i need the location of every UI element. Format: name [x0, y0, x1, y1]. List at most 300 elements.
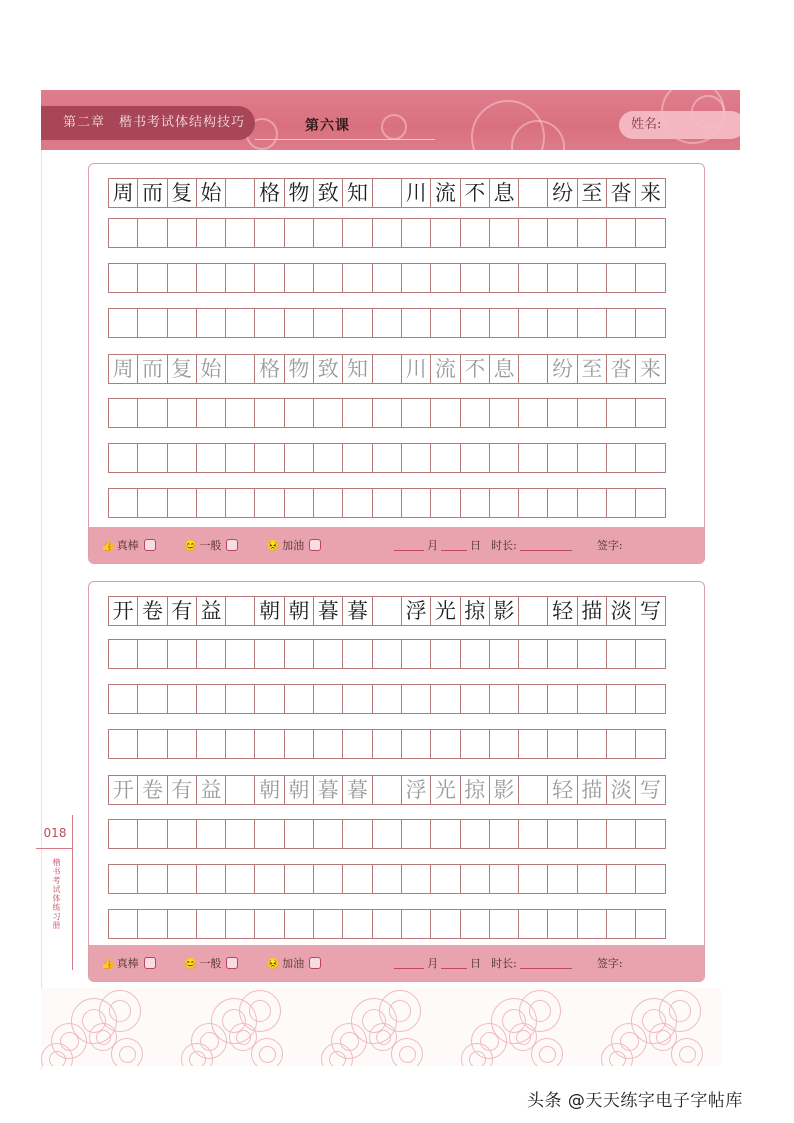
writing-cell[interactable]	[313, 218, 343, 248]
writing-cell[interactable]	[489, 398, 519, 428]
writing-cell[interactable]	[460, 909, 490, 939]
writing-cell[interactable]	[342, 684, 372, 714]
writing-cell[interactable]	[225, 218, 255, 248]
practice-row	[108, 443, 666, 473]
writing-cell[interactable]	[489, 218, 519, 248]
writing-cell[interactable]	[313, 443, 343, 473]
writing-cell[interactable]	[606, 819, 636, 849]
character-cell: 不	[460, 178, 490, 208]
writing-cell[interactable]	[225, 398, 255, 428]
swirl-decoration	[49, 1051, 66, 1067]
chapter-label: 第二章	[63, 115, 106, 130]
writing-cell[interactable]	[460, 819, 490, 849]
writing-cell[interactable]	[635, 729, 665, 759]
writing-cell[interactable]	[372, 218, 402, 248]
swirl-decoration	[539, 1046, 556, 1063]
writing-cell[interactable]	[225, 443, 255, 473]
writing-cell[interactable]	[225, 864, 255, 894]
writing-cell[interactable]	[547, 308, 577, 338]
writing-cell[interactable]	[430, 398, 460, 428]
trace-row	[108, 354, 666, 384]
writing-cell[interactable]	[460, 308, 490, 338]
writing-cell[interactable]	[108, 263, 138, 293]
writing-cell[interactable]	[401, 639, 431, 669]
writing-cell[interactable]	[635, 443, 665, 473]
rating-label: 加油	[282, 957, 305, 970]
rating-checkbox[interactable]	[309, 957, 321, 969]
writing-cell[interactable]	[196, 488, 226, 518]
writing-cell[interactable]	[313, 639, 343, 669]
character-cell: 光	[430, 596, 460, 626]
character-cell: 来	[635, 354, 665, 384]
day-input[interactable]	[441, 540, 467, 551]
writing-cell[interactable]	[313, 909, 343, 939]
writing-cell[interactable]	[196, 729, 226, 759]
writing-cell[interactable]	[196, 639, 226, 669]
writing-cell[interactable]	[196, 909, 226, 939]
writing-cell[interactable]	[401, 218, 431, 248]
writing-cell[interactable]	[254, 729, 284, 759]
writing-cell[interactable]	[284, 819, 314, 849]
writing-cell[interactable]	[518, 488, 548, 518]
writing-cell[interactable]	[518, 398, 548, 428]
writing-cell[interactable]	[254, 263, 284, 293]
writing-cell[interactable]	[635, 398, 665, 428]
practice-row	[108, 308, 666, 338]
character-cell: 影	[489, 775, 519, 805]
writing-cell[interactable]	[606, 684, 636, 714]
writing-cell[interactable]	[401, 488, 431, 518]
writing-cell[interactable]	[137, 398, 167, 428]
writing-cell[interactable]	[284, 909, 314, 939]
writing-cell[interactable]	[430, 263, 460, 293]
writing-cell[interactable]	[430, 729, 460, 759]
writing-cell[interactable]	[460, 443, 490, 473]
character-cell: 沓	[606, 178, 636, 208]
writing-cell[interactable]	[313, 488, 343, 518]
writing-cell[interactable]	[606, 263, 636, 293]
character-cell: 开	[108, 596, 138, 626]
writing-cell[interactable]	[430, 639, 460, 669]
trace-row	[108, 775, 666, 805]
writing-cell[interactable]	[460, 398, 490, 428]
writing-cell[interactable]	[577, 684, 607, 714]
swirl-decoration	[389, 1000, 411, 1022]
writing-cell[interactable]	[254, 488, 284, 518]
writing-cell[interactable]	[606, 308, 636, 338]
writing-cell[interactable]	[254, 308, 284, 338]
writing-cell[interactable]	[108, 639, 138, 669]
writing-cell[interactable]	[606, 639, 636, 669]
writing-cell[interactable]	[547, 864, 577, 894]
writing-cell[interactable]	[137, 909, 167, 939]
writing-cell[interactable]	[577, 864, 607, 894]
month-input[interactable]	[394, 540, 424, 551]
writing-cell[interactable]	[606, 398, 636, 428]
writing-cell[interactable]	[401, 398, 431, 428]
writing-cell[interactable]	[430, 864, 460, 894]
writing-cell[interactable]	[372, 729, 402, 759]
writing-cell[interactable]	[518, 308, 548, 338]
writing-cell[interactable]	[489, 639, 519, 669]
writing-cell[interactable]	[313, 263, 343, 293]
writing-cell[interactable]	[401, 684, 431, 714]
writing-cell[interactable]	[518, 218, 548, 248]
writing-cell[interactable]	[460, 684, 490, 714]
writing-cell[interactable]	[547, 684, 577, 714]
writing-cell[interactable]	[108, 443, 138, 473]
writing-cell[interactable]	[430, 909, 460, 939]
rating-checkbox[interactable]	[226, 957, 238, 969]
writing-cell[interactable]	[254, 398, 284, 428]
rating-label: 一般	[199, 957, 222, 970]
writing-cell[interactable]	[489, 488, 519, 518]
writing-cell[interactable]	[547, 729, 577, 759]
writing-cell[interactable]	[167, 488, 197, 518]
writing-cell[interactable]	[430, 488, 460, 518]
writing-cell[interactable]	[313, 684, 343, 714]
writing-cell[interactable]	[196, 398, 226, 428]
writing-cell[interactable]	[547, 398, 577, 428]
writing-cell[interactable]	[577, 398, 607, 428]
writing-cell[interactable]	[167, 729, 197, 759]
writing-cell[interactable]	[137, 263, 167, 293]
writing-cell[interactable]	[313, 729, 343, 759]
writing-cell[interactable]	[635, 819, 665, 849]
writing-cell[interactable]	[577, 909, 607, 939]
character-cell: 暮	[342, 596, 372, 626]
writing-cell[interactable]	[460, 639, 490, 669]
writing-cell[interactable]	[606, 909, 636, 939]
writing-cell[interactable]	[225, 639, 255, 669]
evaluation-footer	[89, 945, 704, 981]
writing-cell[interactable]	[489, 909, 519, 939]
writing-cell[interactable]	[137, 819, 167, 849]
character-cell: 有	[167, 775, 197, 805]
writing-cell[interactable]	[196, 308, 226, 338]
writing-cell[interactable]	[547, 263, 577, 293]
writing-cell[interactable]	[313, 308, 343, 338]
writing-cell[interactable]	[430, 684, 460, 714]
writing-cell[interactable]	[167, 443, 197, 473]
writing-cell[interactable]	[635, 684, 665, 714]
writing-cell[interactable]	[372, 398, 402, 428]
writing-cell[interactable]	[606, 218, 636, 248]
writing-cell[interactable]	[606, 443, 636, 473]
character-cell: 复	[167, 354, 197, 384]
writing-cell[interactable]	[254, 819, 284, 849]
writing-cell[interactable]	[284, 308, 314, 338]
lesson-title: 第六课	[305, 118, 350, 134]
writing-cell[interactable]	[401, 729, 431, 759]
writing-cell[interactable]	[372, 909, 402, 939]
writing-cell[interactable]	[547, 488, 577, 518]
day-input[interactable]	[441, 958, 467, 969]
writing-cell[interactable]	[372, 263, 402, 293]
writing-cell[interactable]	[460, 263, 490, 293]
practice-row	[108, 864, 666, 894]
writing-cell[interactable]	[372, 864, 402, 894]
writing-cell[interactable]	[196, 819, 226, 849]
writing-cell[interactable]	[108, 218, 138, 248]
writing-cell[interactable]	[137, 488, 167, 518]
evaluation-footer	[89, 527, 704, 563]
writing-cell[interactable]	[635, 218, 665, 248]
writing-cell[interactable]	[518, 909, 548, 939]
writing-cell[interactable]	[108, 684, 138, 714]
rating-keep-trying	[266, 537, 321, 553]
writing-cell[interactable]	[313, 819, 343, 849]
writing-cell[interactable]	[489, 864, 519, 894]
writing-cell[interactable]	[167, 308, 197, 338]
writing-cell[interactable]	[518, 639, 548, 669]
writing-cell[interactable]	[547, 639, 577, 669]
writing-cell[interactable]	[254, 443, 284, 473]
writing-cell[interactable]	[108, 909, 138, 939]
writing-cell[interactable]	[284, 443, 314, 473]
writing-cell[interactable]	[167, 864, 197, 894]
writing-cell[interactable]	[225, 819, 255, 849]
writing-cell[interactable]	[196, 684, 226, 714]
writing-cell[interactable]	[460, 729, 490, 759]
writing-cell[interactable]	[518, 684, 548, 714]
writing-cell[interactable]	[108, 729, 138, 759]
writing-cell[interactable]	[635, 488, 665, 518]
writing-cell[interactable]	[225, 729, 255, 759]
writing-cell[interactable]	[167, 263, 197, 293]
writing-cell[interactable]	[430, 308, 460, 338]
writing-cell[interactable]	[196, 218, 226, 248]
writing-cell[interactable]	[254, 864, 284, 894]
name-label: 姓名:	[631, 117, 662, 132]
blank-cell	[225, 178, 255, 208]
swirl-decoration	[469, 1051, 486, 1067]
rating-label: 加油	[282, 539, 305, 552]
writing-cell[interactable]	[225, 488, 255, 518]
writing-cell[interactable]	[342, 398, 372, 428]
writing-cell[interactable]	[635, 308, 665, 338]
writing-cell[interactable]	[342, 218, 372, 248]
writing-cell[interactable]	[108, 819, 138, 849]
writing-cell[interactable]	[460, 864, 490, 894]
month-input[interactable]	[394, 958, 424, 969]
writing-cell[interactable]	[577, 443, 607, 473]
writing-cell[interactable]	[284, 729, 314, 759]
decorative-cloud-pattern	[41, 988, 721, 1066]
rating-checkbox[interactable]	[226, 539, 238, 551]
writing-cell[interactable]	[635, 263, 665, 293]
writing-cell[interactable]	[401, 263, 431, 293]
writing-cell[interactable]	[372, 443, 402, 473]
writing-cell[interactable]	[137, 443, 167, 473]
practice-row	[108, 218, 666, 248]
writing-cell[interactable]	[313, 864, 343, 894]
writing-cell[interactable]	[547, 909, 577, 939]
writing-cell[interactable]	[372, 684, 402, 714]
writing-cell[interactable]	[547, 218, 577, 248]
swirl-decoration	[609, 1051, 626, 1067]
character-cell: 暮	[313, 775, 343, 805]
writing-cell[interactable]	[167, 684, 197, 714]
writing-cell[interactable]	[489, 308, 519, 338]
writing-cell[interactable]	[577, 729, 607, 759]
character-cell: 掠	[460, 596, 490, 626]
writing-cell[interactable]	[137, 684, 167, 714]
writing-cell[interactable]	[489, 819, 519, 849]
character-cell: 物	[284, 354, 314, 384]
character-cell: 至	[577, 178, 607, 208]
practice-row	[108, 729, 666, 759]
writing-cell[interactable]	[284, 398, 314, 428]
writing-cell[interactable]	[460, 218, 490, 248]
writing-cell[interactable]	[284, 639, 314, 669]
writing-cell[interactable]	[606, 729, 636, 759]
writing-cell[interactable]	[606, 864, 636, 894]
writing-cell[interactable]	[342, 263, 372, 293]
writing-cell[interactable]	[284, 218, 314, 248]
writing-cell[interactable]	[489, 729, 519, 759]
writing-cell[interactable]	[137, 864, 167, 894]
writing-cell[interactable]	[254, 639, 284, 669]
writing-cell[interactable]	[547, 443, 577, 473]
writing-cell[interactable]	[430, 819, 460, 849]
writing-cell[interactable]	[401, 864, 431, 894]
writing-cell[interactable]	[577, 639, 607, 669]
writing-cell[interactable]	[254, 684, 284, 714]
writing-cell[interactable]	[577, 488, 607, 518]
swirl-decoration	[236, 1030, 251, 1045]
writing-cell[interactable]	[137, 729, 167, 759]
writing-cell[interactable]	[225, 308, 255, 338]
writing-cell[interactable]	[342, 864, 372, 894]
practice-row	[108, 684, 666, 714]
duration-input[interactable]	[520, 540, 572, 551]
writing-cell[interactable]	[577, 263, 607, 293]
practice-row	[108, 398, 666, 428]
divider	[72, 815, 73, 970]
duration-label: 时长:	[491, 539, 517, 552]
duration-label: 时长:	[491, 957, 517, 970]
writing-cell[interactable]	[284, 488, 314, 518]
writing-cell[interactable]	[108, 488, 138, 518]
writing-cell[interactable]	[401, 308, 431, 338]
blank-cell	[225, 775, 255, 805]
writing-cell[interactable]	[606, 488, 636, 518]
writing-cell[interactable]	[342, 639, 372, 669]
writing-cell[interactable]	[284, 684, 314, 714]
writing-cell[interactable]	[108, 308, 138, 338]
writing-cell[interactable]	[167, 398, 197, 428]
writing-cell[interactable]	[342, 819, 372, 849]
writing-cell[interactable]	[342, 443, 372, 473]
character-cell: 致	[313, 178, 343, 208]
writing-cell[interactable]	[196, 864, 226, 894]
writing-cell[interactable]	[342, 729, 372, 759]
writing-cell[interactable]	[225, 684, 255, 714]
writing-cell[interactable]	[225, 263, 255, 293]
writing-cell[interactable]	[401, 819, 431, 849]
writing-cell[interactable]	[635, 864, 665, 894]
writing-cell[interactable]	[108, 398, 138, 428]
writing-cell[interactable]	[401, 909, 431, 939]
writing-cell[interactable]	[430, 218, 460, 248]
writing-cell[interactable]	[430, 443, 460, 473]
writing-cell[interactable]	[518, 263, 548, 293]
writing-cell[interactable]	[313, 398, 343, 428]
character-cell: 不	[460, 354, 490, 384]
smile-icon: 😊	[183, 538, 198, 552]
writing-cell[interactable]	[254, 909, 284, 939]
rating-checkbox[interactable]	[144, 957, 156, 969]
writing-cell[interactable]	[635, 639, 665, 669]
writing-cell[interactable]	[137, 308, 167, 338]
duration-input[interactable]	[520, 958, 572, 969]
book-title: 楷书考试体练习册	[52, 858, 61, 930]
frown-icon: 😣	[266, 538, 281, 552]
name-field[interactable]	[619, 111, 740, 139]
blank-cell	[372, 354, 402, 384]
writing-cell[interactable]	[577, 308, 607, 338]
writing-cell[interactable]	[460, 488, 490, 518]
chapter-tab	[41, 106, 255, 140]
header-band	[41, 90, 740, 150]
swirl-decoration	[109, 1000, 131, 1022]
writing-cell[interactable]	[401, 443, 431, 473]
writing-cell[interactable]	[284, 864, 314, 894]
writing-cell[interactable]	[372, 308, 402, 338]
writing-cell[interactable]	[518, 864, 548, 894]
writing-cell[interactable]	[167, 639, 197, 669]
writing-cell[interactable]	[167, 218, 197, 248]
writing-cell[interactable]	[196, 443, 226, 473]
writing-cell[interactable]	[518, 729, 548, 759]
writing-cell[interactable]	[372, 639, 402, 669]
writing-cell[interactable]	[489, 684, 519, 714]
practice-row	[108, 819, 666, 849]
writing-cell[interactable]	[108, 864, 138, 894]
rating-great	[101, 537, 156, 553]
writing-cell[interactable]	[225, 909, 255, 939]
writing-cell[interactable]	[577, 819, 607, 849]
writing-cell[interactable]	[518, 443, 548, 473]
rating-checkbox[interactable]	[144, 539, 156, 551]
character-cell: 周	[108, 178, 138, 208]
writing-cell[interactable]	[284, 263, 314, 293]
character-cell: 沓	[606, 354, 636, 384]
swirl-decoration	[669, 1000, 691, 1022]
writing-cell[interactable]	[254, 218, 284, 248]
writing-cell[interactable]	[547, 819, 577, 849]
writing-cell[interactable]	[342, 909, 372, 939]
writing-cell[interactable]	[137, 639, 167, 669]
writing-cell[interactable]	[489, 263, 519, 293]
writing-cell[interactable]	[342, 308, 372, 338]
writing-cell[interactable]	[196, 263, 226, 293]
writing-cell[interactable]	[167, 909, 197, 939]
writing-cell[interactable]	[167, 819, 197, 849]
writing-cell[interactable]	[372, 819, 402, 849]
writing-cell[interactable]	[577, 218, 607, 248]
writing-cell[interactable]	[489, 443, 519, 473]
writing-cell[interactable]	[635, 909, 665, 939]
character-cell: 描	[577, 775, 607, 805]
writing-cell[interactable]	[518, 819, 548, 849]
swirl-decoration	[516, 1030, 531, 1045]
writing-cell[interactable]	[137, 218, 167, 248]
rating-checkbox[interactable]	[309, 539, 321, 551]
writing-cell[interactable]	[372, 488, 402, 518]
writing-cell[interactable]	[342, 488, 372, 518]
